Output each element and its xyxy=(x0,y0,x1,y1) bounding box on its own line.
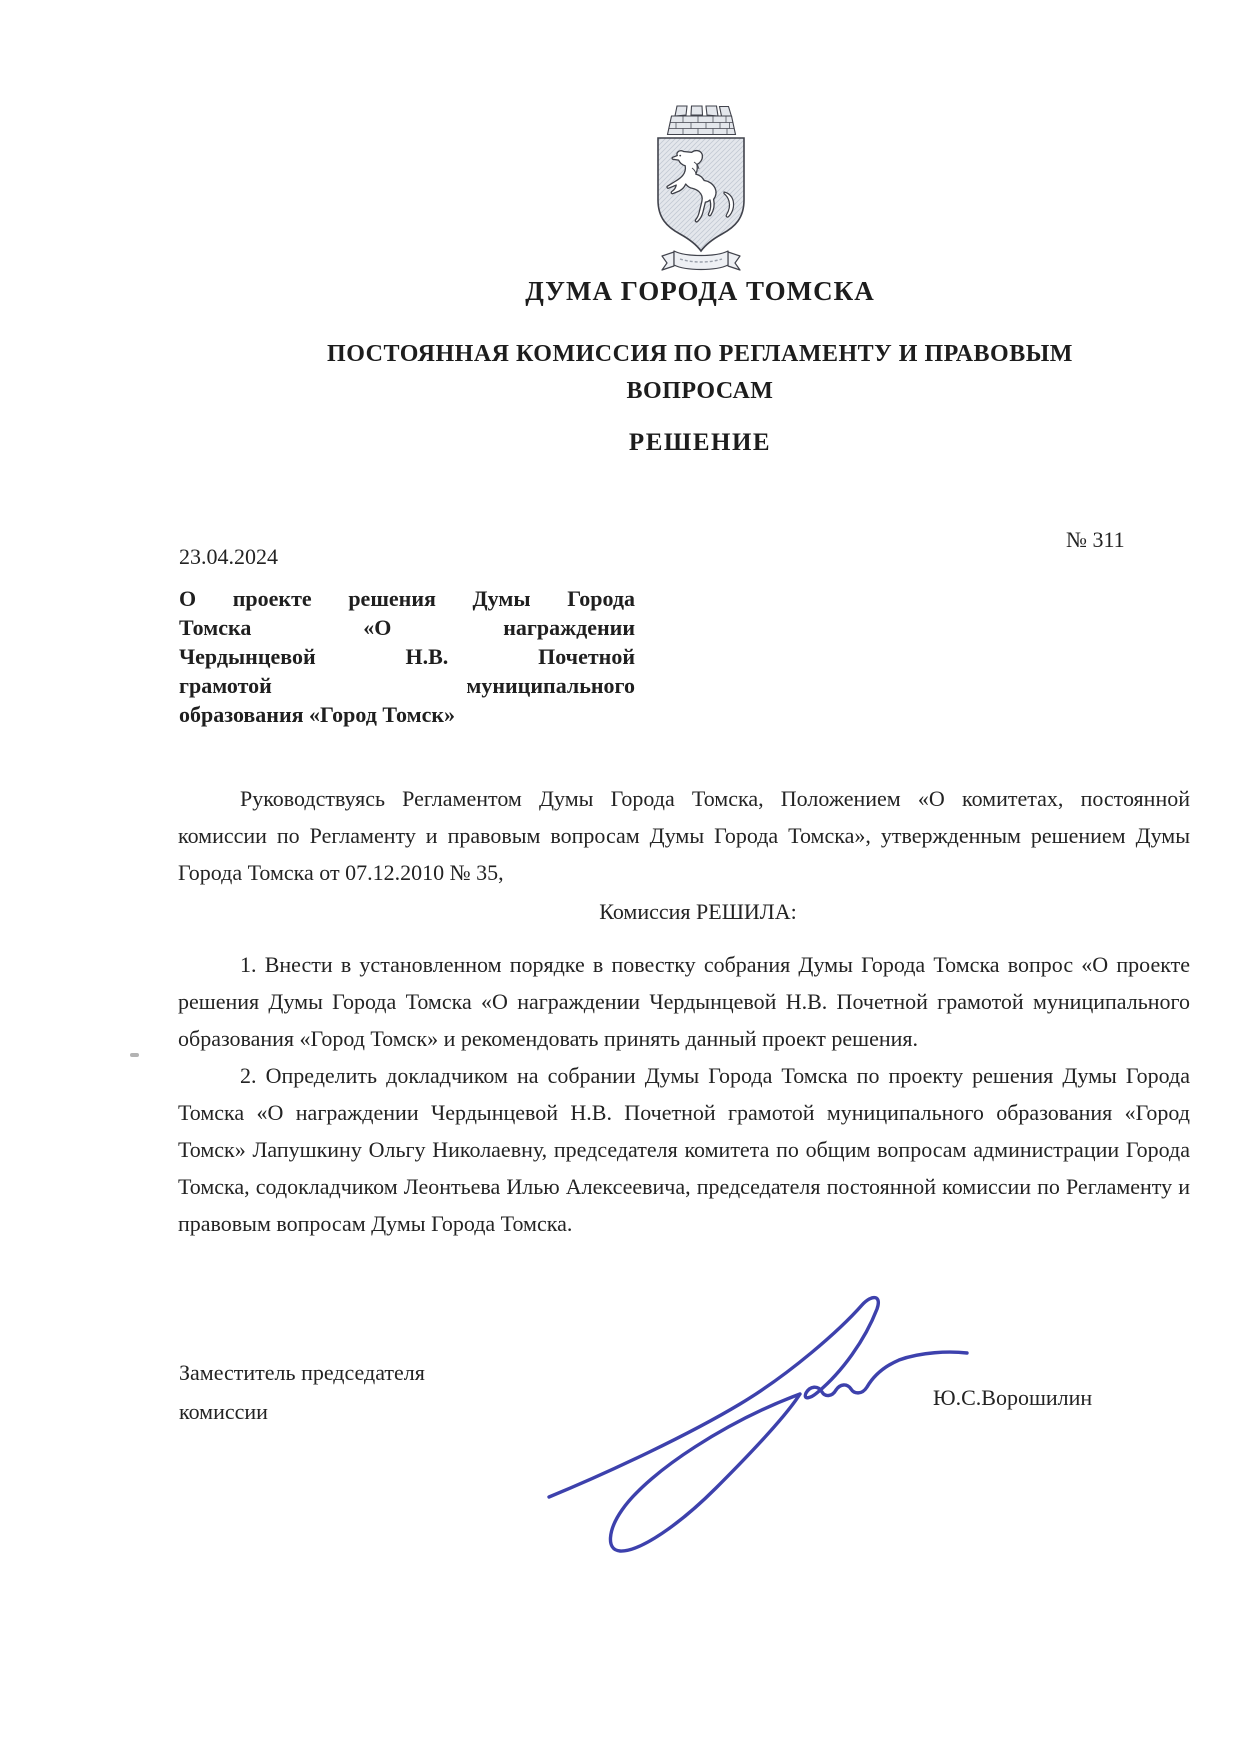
doc-date: 23.04.2024 xyxy=(179,544,278,569)
handwritten-signature xyxy=(535,1286,980,1571)
doc-number: № 311 xyxy=(1066,527,1125,552)
resolution-item: 1. Внести в установленном порядке в повестку собрания Думы Города Томска вопрос «О проекте решения Думы Города Томска «О награждении Чердынцевой Н.В. Почетной грамотой муниципального образования «Город Томск» и рекомендовать принять данный проект решения. xyxy=(178,952,1190,1051)
tomsk-coat-of-arms-icon xyxy=(650,104,752,276)
commission-title: ПОСТОЯННАЯ КОМИССИЯ ПО РЕГЛАМЕНТУ И ПРАВОВЫМ ВОПРОСАМ xyxy=(327,341,1073,404)
resolution-heading: Комиссия РЕШИЛА: xyxy=(599,899,797,924)
subject-line: О проекте решения Думы Города xyxy=(179,586,635,611)
signature-position: Заместитель председателя комиссии xyxy=(179,1360,425,1424)
subject-line: образования «Город Томск» xyxy=(179,702,456,727)
subject-line: Чердынцевой Н.В. Почетной xyxy=(179,644,635,669)
resolution-items xyxy=(178,946,1190,1242)
coat-of-arms-graphic xyxy=(650,104,752,276)
signature-name: Ю.С.Ворошилин xyxy=(933,1385,1093,1410)
resolution-item: 2. Определить докладчиком на собрании Думы Города Томска по проекту решения Думы Города Томска «О награждении Чердынцевой Н.В. Почетной грамотой муниципального образования «Город Томск» Лапушкину Ольгу Николаевну, председателя комитета по общим вопросам администрации Города Томска, содокладчиком Леонтьева Илью Алексеевича, председателя постоянной комиссии по Регламенту и правовым вопросам Думы Города Томска. xyxy=(178,1063,1190,1236)
signature-stroke-icon xyxy=(535,1286,980,1571)
org-title: ДУМА ГОРОДА ТОМСКА xyxy=(525,276,875,306)
doc-subject xyxy=(179,584,635,729)
scan-artifact-dot xyxy=(130,1053,139,1057)
crown-icon xyxy=(668,106,736,135)
subject-line: грамотой муниципального xyxy=(179,673,635,698)
subject-line: Томска «О награждении xyxy=(179,615,635,640)
preamble-paragraph: Руководствуясь Регламентом Думы Города Томска, Положением «О комитетах, постоянной комиссии по Регламенту и правовым вопросам Думы Города Томска», утвержденным решением Думы Города Томска от 07.12.2010 № 35, xyxy=(178,786,1190,885)
ribbon-icon xyxy=(662,251,740,270)
preamble-block xyxy=(178,780,1190,891)
doc-type-title: РЕШЕНИЕ xyxy=(628,429,772,456)
